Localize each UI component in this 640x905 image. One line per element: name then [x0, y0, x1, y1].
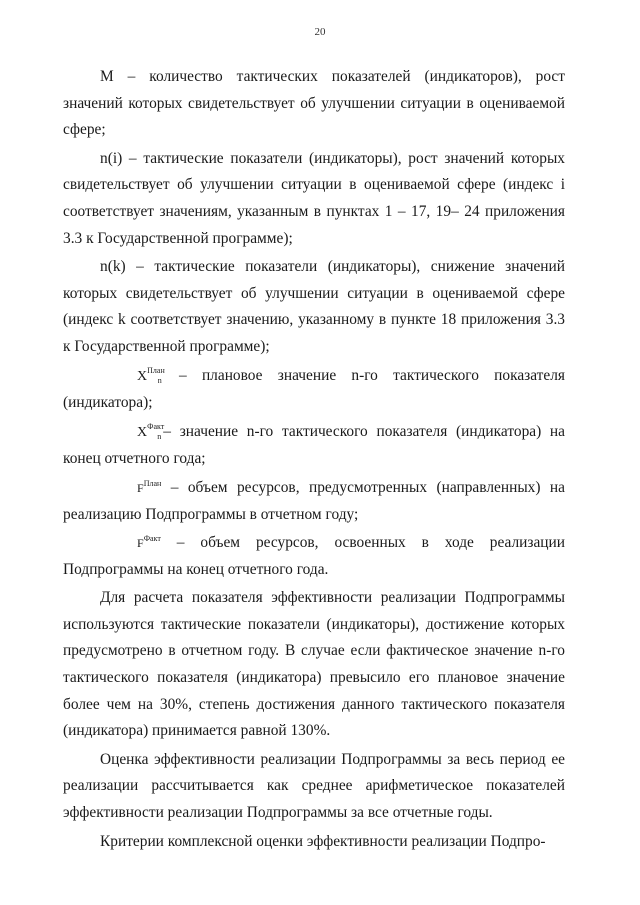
f-fact-symbol: $F^{Факт}$: [137, 534, 161, 551]
paragraph-period-assessment: Оценка эффективности реализации Подпрограммы за весь период ее реализации рассчитывается как среднее арифметическое показателей эффективности реализации Подпрограммы за все отчетные годы.: [63, 750, 565, 822]
paragraph-ni-definition: n(i) – тактические показатели (индикаторы), рост значений которых свидетельствует об улучшении ситуации в оцениваемой сфере (индекс i соответствует значениям, указанным в пунктах 1 – 17, 19– 24 приложения 3.3 к Государственной программе);: [63, 149, 565, 247]
paragraph-calculation-rules: Для расчета показателя эффективности реализации Подпрограммы используются тактические показатели (индикаторы), достижение которых предусмотрено в отчетном году. В случае если фактическое значение n-го тактического показателя (индикатора) превысило его плановое значение более чем на 30%, степень достижения данного тактического показателя (индикатора) принимается равной 130%.: [63, 589, 565, 740]
paragraph-criteria: Критерии комплексной оценки эффективности реализации Подпро-: [100, 832, 546, 850]
document-body: [63, 64, 565, 855]
x-fact-symbol: $X^{Факт}_n$: [137, 421, 165, 441]
paragraph-nk-definition: n(k) – тактические показатели (индикаторы), снижение значений которых свидетельствует об улучшении ситуации в оцениваемой сфере (индекс k соответствует значению, указанному в пункте 18 приложения 3.3 к Государственной программе);: [63, 258, 565, 355]
f-plan-symbol: $F^{План}$: [137, 478, 162, 495]
x-plan-symbol: $X^{План}_n$: [137, 365, 165, 385]
paragraph-m-definition: M – количество тактических показателей (индикаторов), рост значений которых свидетельствует об улучшении ситуации в оцениваемой сфере;: [63, 68, 565, 139]
f-fact-text: – объем ресурсов, освоенных в ходе реализации Подпрограммы на конец отчетного года.: [63, 534, 565, 578]
paragraph-f-plan-definition: [63, 475, 565, 528]
x-plan-text: – плановое значение n-го тактического показателя (индикатора);: [63, 366, 565, 412]
f-plan-text: – объем ресурсов, предусмотренных (направленных) на реализацию Подпрограммы в отчетном году;: [63, 478, 565, 523]
paragraph-x-plan-definition: [63, 363, 565, 417]
page-number: 20: [314, 26, 326, 38]
paragraph-f-fact-definition: [63, 530, 565, 583]
paragraph-x-fact-definition: [63, 419, 565, 473]
x-fact-text: – значение n-го тактического показателя (индикатора) на конец отчетного года;: [63, 422, 565, 468]
